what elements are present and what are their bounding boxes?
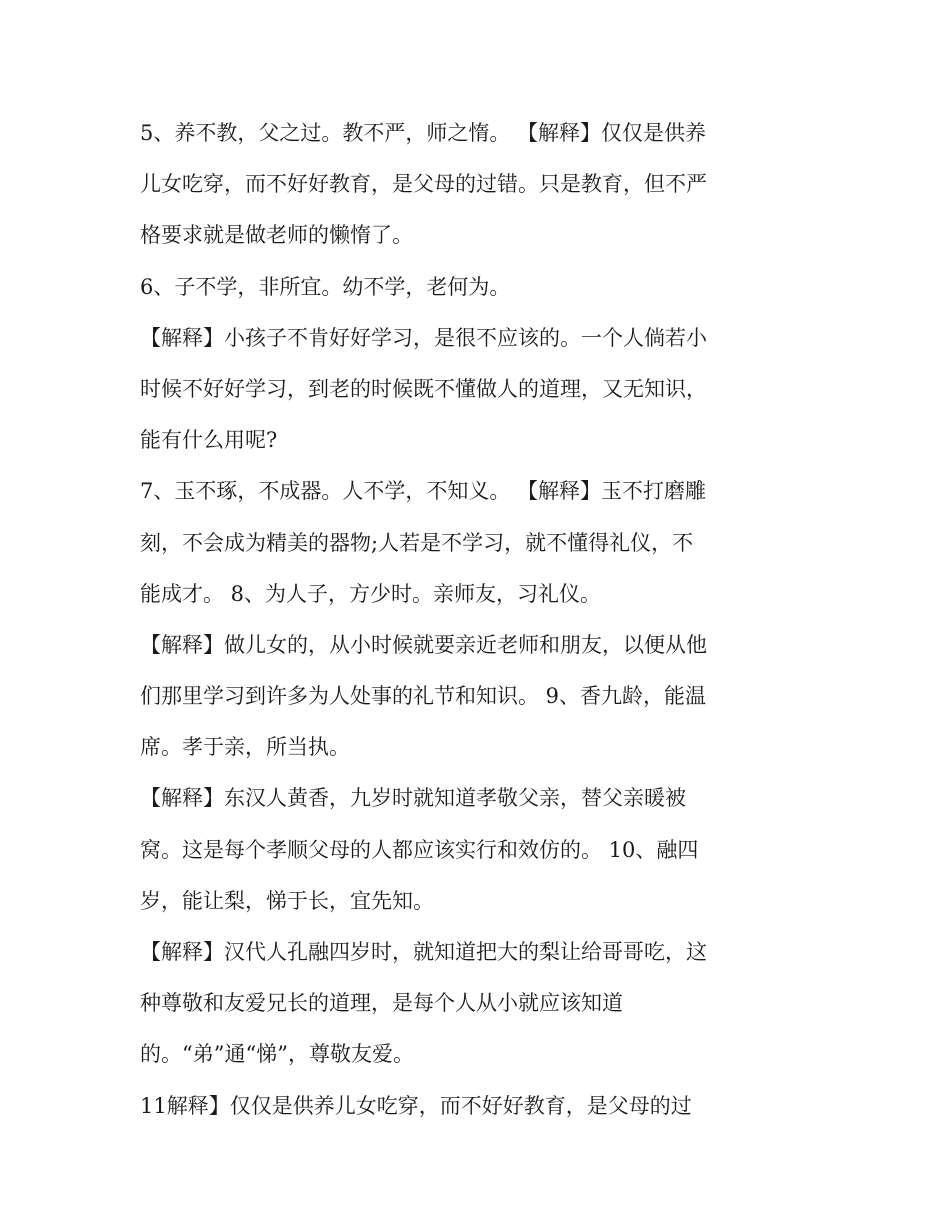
text-line: 能成才。 8、为人子，方少时。亲师友，习礼仪。 <box>140 581 602 606</box>
text-line: 岁，能让梨，悌于长，宜先知。 <box>140 888 434 913</box>
text-line: 【解释】小孩子不肯好好学习，是很不应该的。一个人倘若小 <box>140 325 707 350</box>
text-line: 儿女吃穿，而不好好教育，是父母的过错。只是教育，但不严 <box>140 172 707 197</box>
text-line: 的。“弟”通“悌”，尊敬友爱。 <box>140 1042 414 1067</box>
text-line: 11解释】仅仅是供养儿女吃穿，而不好好教育，是父母的过 <box>140 1093 692 1118</box>
text-line: 5、养不教，父之过。教不严，师之惰。 【解释】仅仅是供养 <box>140 121 707 145</box>
text-line: 能有什么用呢? <box>140 428 278 453</box>
text-line: 席。孝于亲，所当执。 <box>140 735 350 760</box>
text-line: 种尊敬和友爱兄长的道理，是每个人从小就应该知道 <box>140 991 623 1016</box>
text-line: 【解释】做儿女的，从小时候就要亲近老师和朋友，以便从他 <box>140 632 707 657</box>
text-line: 7、玉不琢，不成器。人不学，不知义。 【解释】玉不打磨雕 <box>140 479 707 504</box>
document-body <box>140 108 830 1132</box>
text-line: 们那里学习到许多为人处事的礼节和知识。 9、香九龄，能温 <box>140 684 707 709</box>
text-line: 格要求就是做老师的懒惰了。 <box>140 223 413 248</box>
text-line: 刻，不会成为精美的器物;人若是不学习，就不懂得礼仪，不 <box>140 530 694 555</box>
text-line: 时候不好好学习，到老的时候既不懂做人的道理，又无知识， <box>140 376 707 401</box>
text-line: 窝。这是每个孝顺父母的人都应该实行和效仿的。 10、融四 <box>140 837 699 862</box>
text-line: 6、子不学，非所宜。幼不学，老何为。 <box>140 274 511 299</box>
text-line: 【解释】汉代人孔融四岁时，就知道把大的梨让给哥哥吃，这 <box>140 940 707 964</box>
text-line: 【解释】东汉人黄香，九岁时就知道孝敬父亲，替父亲暖被 <box>140 786 686 811</box>
